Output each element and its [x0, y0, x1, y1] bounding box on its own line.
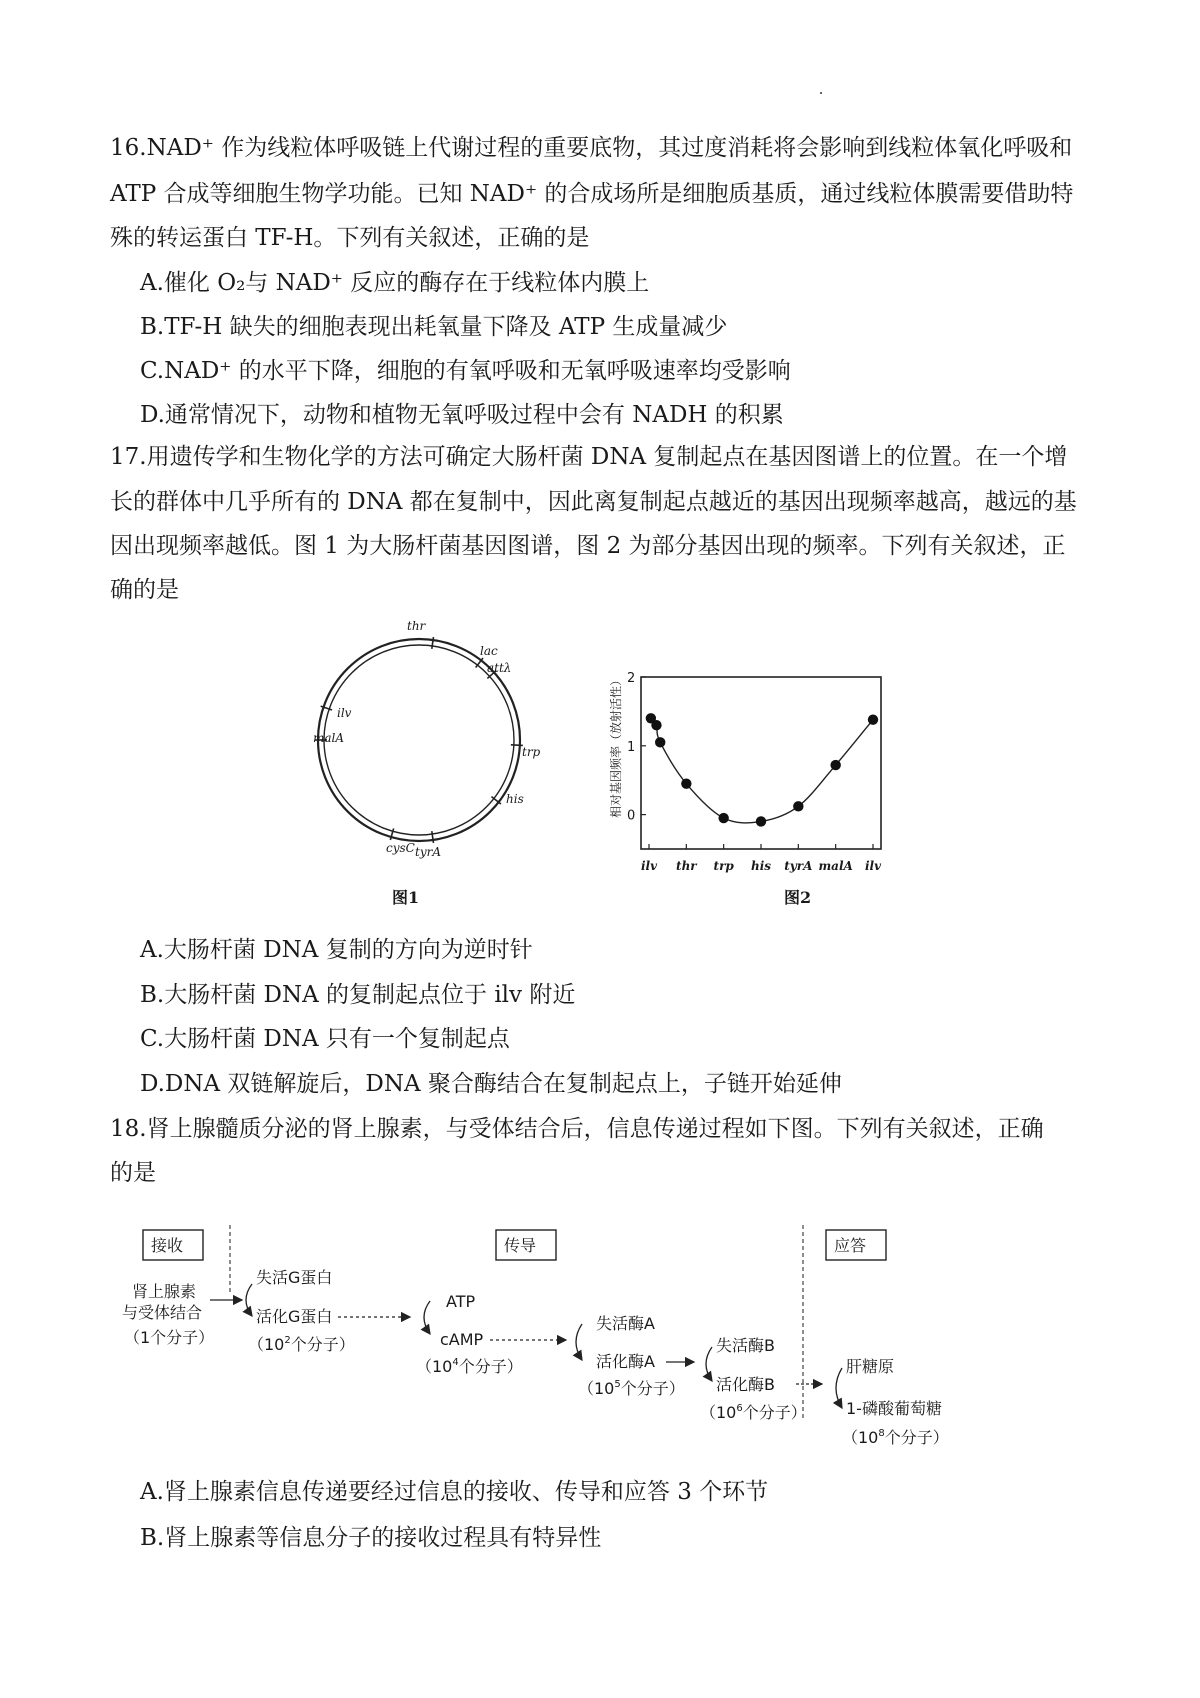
q17-stem-line3: 因出现频率越低。图 1 为大肠杆菌基因图谱，图 2 为部分基因出现的频率。下列有关叙述，正	[110, 533, 1066, 559]
x-tick-label: thr	[676, 859, 697, 873]
camp: cAMP	[440, 1330, 484, 1349]
y-tick-label: 1	[627, 739, 636, 755]
header-transduce: 传导	[504, 1236, 537, 1255]
atp: ATP	[446, 1292, 476, 1311]
glycogen: 肝糖原	[846, 1357, 895, 1376]
curve-atp-to-camp	[424, 1301, 430, 1334]
curve-glycogen-breakdown	[836, 1368, 842, 1408]
q17-stem-line4: 确的是	[110, 577, 179, 603]
q18-option-a[interactable]: A.肾上腺素信息传递要经过信息的接收、传导和应答 3 个环节	[140, 1479, 769, 1505]
x-tick-label: tyrA	[784, 859, 813, 873]
gene-label-trp: trp	[522, 745, 541, 759]
chart-ylabel: 相对基因频率（放射活性）	[609, 673, 623, 818]
g-active: 活化G蛋白	[256, 1307, 333, 1326]
y-tick-label: 0	[627, 808, 636, 824]
gene-label-his: his	[506, 792, 524, 806]
x-tick-label: his	[750, 859, 772, 873]
q16-stem-line3: 殊的转运蛋白 TF-H。下列有关叙述，正确的是	[110, 225, 590, 251]
header-receive: 接收	[151, 1236, 184, 1255]
gene-label-attlambda: attλ	[487, 661, 512, 675]
q16-option-a[interactable]: A.催化 O₂与 NAD⁺ 反应的酶存在于线粒体内膜上	[140, 270, 650, 296]
header-respond: 应答	[834, 1236, 867, 1255]
gene-label-thr: thr	[407, 619, 426, 633]
q16-stem-line2: ATP 合成等细胞生物学功能。已知 NAD⁺ 的合成场所是细胞质基质，通过线粒体膜需要借助特	[110, 181, 1074, 207]
q18-stem-line2: 的是	[110, 1160, 156, 1186]
figure1-caption: 图1	[392, 888, 420, 907]
q17-option-d[interactable]: D.DNA 双链解旋后，DNA 聚合酶结合在复制起点上，子链开始延伸	[140, 1071, 842, 1097]
q16-option-d[interactable]: D.通常情况下，动物和植物无氧呼吸过程中会有 NADH 的积累	[140, 402, 784, 428]
figure2-caption: 图2	[784, 888, 812, 907]
curve-b-activation	[706, 1347, 712, 1381]
curve-a-activation	[576, 1324, 582, 1360]
x-tick-label: malA	[818, 859, 853, 873]
q16-option-c[interactable]: C.NAD⁺ 的水平下降，细胞的有氧呼吸和无氧呼吸速率均受影响	[140, 358, 791, 384]
a-count: （$10^5$个分子）	[578, 1379, 685, 1398]
curve-g-activation	[246, 1284, 252, 1316]
b-active: 活化酶B	[716, 1375, 775, 1394]
x-tick-label: ilv	[864, 859, 882, 873]
g1p: 1-磷酸葡萄糖	[846, 1399, 942, 1418]
g-count: （$10^2$个分子）	[248, 1335, 355, 1354]
g-inactive: 失活G蛋白	[256, 1268, 333, 1287]
gene-label-ilv: ilv	[337, 706, 352, 720]
a-active: 活化酶A	[596, 1352, 655, 1371]
q17-stem-line2: 长的群体中几乎所有的 DNA 都在复制中，因此离复制起点越近的基因出现频率越高，越远的基	[110, 489, 1077, 515]
start-line3: （1个分子）	[124, 1328, 215, 1347]
x-tick-label: trp	[713, 859, 734, 873]
b-inactive: 失活酶B	[716, 1336, 775, 1355]
q17-stem-line1: 17.用遗传学和生物化学的方法可确定大肠杆菌 DNA 复制起点在基因图谱上的位置。在一个增	[110, 444, 1068, 470]
x-tick-label: ilv	[640, 859, 658, 873]
q18-option-b[interactable]: B.肾上腺素等信息分子的接收过程具有特异性	[140, 1525, 602, 1551]
gene-label-lac: lac	[480, 644, 498, 658]
gene-label-tyrA: tyrA	[415, 845, 442, 859]
q17-option-c[interactable]: C.大肠杆菌 DNA 只有一个复制起点	[140, 1026, 510, 1052]
q16-stem-line1: 16.NAD⁺ 作为线粒体呼吸链上代谢过程的重要底物，其过度消耗将会影响到线粒体氧化呼吸和	[110, 135, 1073, 161]
camp-count: （$10^4$个分子）	[416, 1357, 523, 1376]
start-line2: 与受体结合	[122, 1303, 203, 1322]
a-inactive: 失活酶A	[596, 1314, 655, 1333]
gene-label-cysC: cysC	[386, 841, 415, 855]
gene-label-malA: malA	[313, 731, 345, 745]
g1p-count: （$10^8$个分子）	[842, 1428, 949, 1447]
y-tick-label: 2	[627, 671, 636, 686]
b-count: （$10^6$个分子）	[700, 1403, 807, 1422]
q17-option-a[interactable]: A.大肠杆菌 DNA 复制的方向为逆时针	[140, 937, 533, 963]
q17-option-b[interactable]: B.大肠杆菌 DNA 的复制起点位于 ilv 附近	[140, 982, 576, 1008]
q18-stem-line1: 18.肾上腺髓质分泌的肾上腺素，与受体结合后，信息传递过程如下图。下列有关叙述，正确	[110, 1116, 1044, 1142]
start-line1: 肾上腺素	[132, 1282, 197, 1301]
q16-option-b[interactable]: B.TF-H 缺失的细胞表现出耗氧量下降及 ATP 生成量减少	[140, 314, 728, 340]
